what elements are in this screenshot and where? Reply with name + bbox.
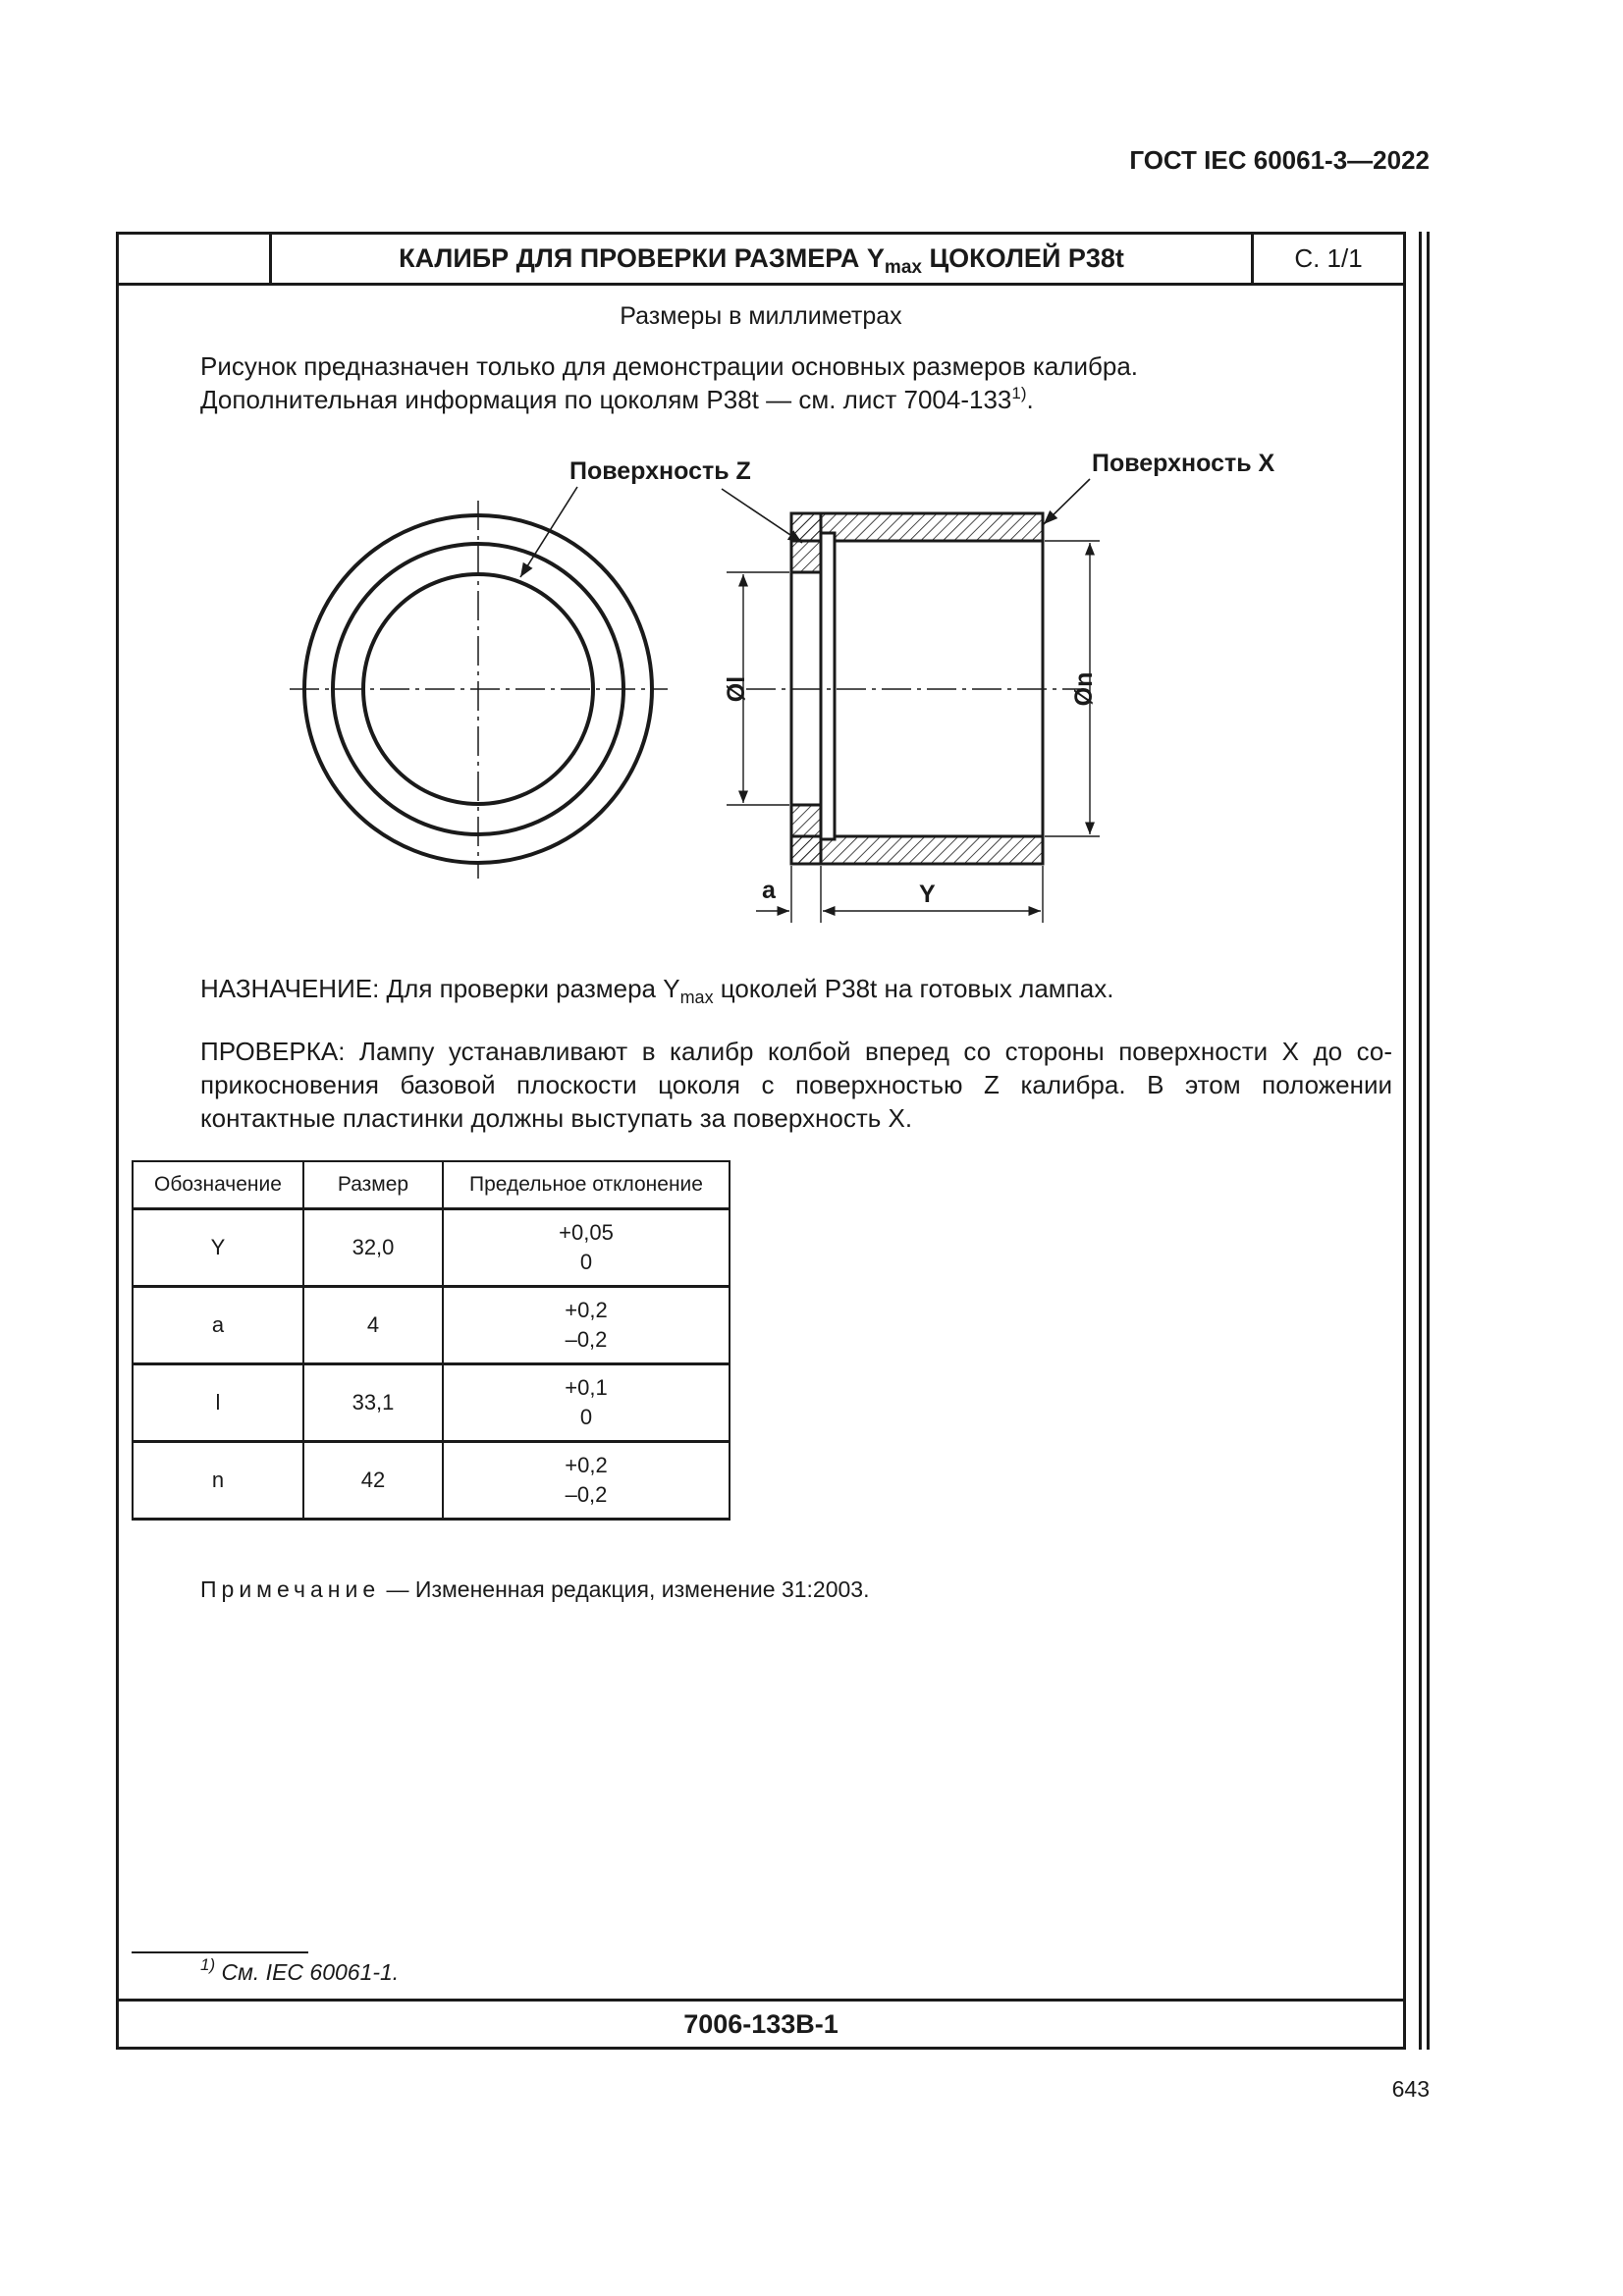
intro-line-2: Дополнительная информация по цоколям P38t — см. лист 7004-133$^{1)}$.: [200, 384, 1034, 414]
label-y: Y: [919, 881, 936, 908]
cell-size: 33,1: [303, 1364, 443, 1442]
cell-symbol: n: [133, 1442, 303, 1520]
note-label: Примечание: [200, 1576, 381, 1602]
cell-tolerance: +0,1 0: [443, 1364, 730, 1442]
table-row: [133, 1287, 730, 1364]
cell-symbol: a: [133, 1287, 303, 1364]
cell-size: 4: [303, 1287, 443, 1364]
label-surface-x: Поверхность X: [1092, 450, 1275, 477]
purpose-paragraph: НАЗНАЧЕНИЕ: Для проверки размера $Y_{max}$ цоколей P38t на готовых лампах.: [200, 974, 1114, 1007]
label-diameter-l: Øl: [723, 675, 750, 703]
footnote-rule: [132, 1951, 308, 1953]
dimensions-table: [132, 1160, 730, 1521]
table-row: [133, 1364, 730, 1442]
header-size: Размер: [303, 1161, 443, 1209]
table-row: [133, 1209, 730, 1287]
cell-tolerance: +0,2 –0,2: [443, 1287, 730, 1364]
cell-symbol: l: [133, 1364, 303, 1442]
label-a: a: [762, 877, 776, 904]
table-header-row: [133, 1161, 730, 1209]
intro-paragraph: [200, 349, 1392, 416]
sheet-code: 7006-133B-1: [683, 2009, 839, 2039]
front-view-rings: [290, 487, 668, 879]
cell-size: 42: [303, 1442, 443, 1520]
cell-tolerance: +0,2 –0,2: [443, 1442, 730, 1520]
section-view: [722, 479, 1090, 864]
frame-double-line: [1419, 232, 1422, 2050]
header-tolerance: Предельное отклонение: [443, 1161, 730, 1209]
document-code: ГОСТ IEC 60061-3—2022: [1129, 145, 1430, 175]
page-number: 643: [1391, 2076, 1430, 2102]
header-symbol: Обозначение: [133, 1161, 303, 1209]
sheet-page: С. 1/1: [1294, 243, 1363, 273]
units-note: Размеры в миллиметрах: [620, 302, 902, 330]
check-paragraph: ПРОВЕРКА: Лампу устанавливают в калибр колбой вперед со стороны поверхности X до со-прикосновения базовой плоскости цоколя с поверхностью Z калибра. В этом положении контактные пластинки должны выступать за поверхность X.: [200, 1037, 1392, 1133]
label-diameter-n: Øn: [1070, 671, 1098, 707]
gauge-drawing: [275, 442, 1296, 933]
footnote-ref[interactable]: 1): [1011, 384, 1027, 402]
cell-tolerance: +0,05 0: [443, 1209, 730, 1287]
cell-symbol: Y: [133, 1209, 303, 1287]
note: [200, 1576, 870, 1603]
label-surface-z: Поверхность Z: [569, 457, 751, 485]
intro-line-1: Рисунок предназначен только для демонстрации основных размеров калибра.: [200, 351, 1139, 381]
footnote: $^{1)}$ См. IEC 60061-1.: [200, 1955, 400, 1985]
note-text: — Измененная редакция, изменение 31:2003.: [380, 1576, 870, 1602]
sheet-title: КАЛИБР ДЛЯ ПРОВЕРКИ РАЗМЕРА $Y_{max}$ ЦОКОЛЕЙ P38t: [399, 243, 1124, 278]
frame-double-line-2: [1427, 232, 1430, 2050]
cell-size: 32,0: [303, 1209, 443, 1287]
table-row: [133, 1442, 730, 1520]
